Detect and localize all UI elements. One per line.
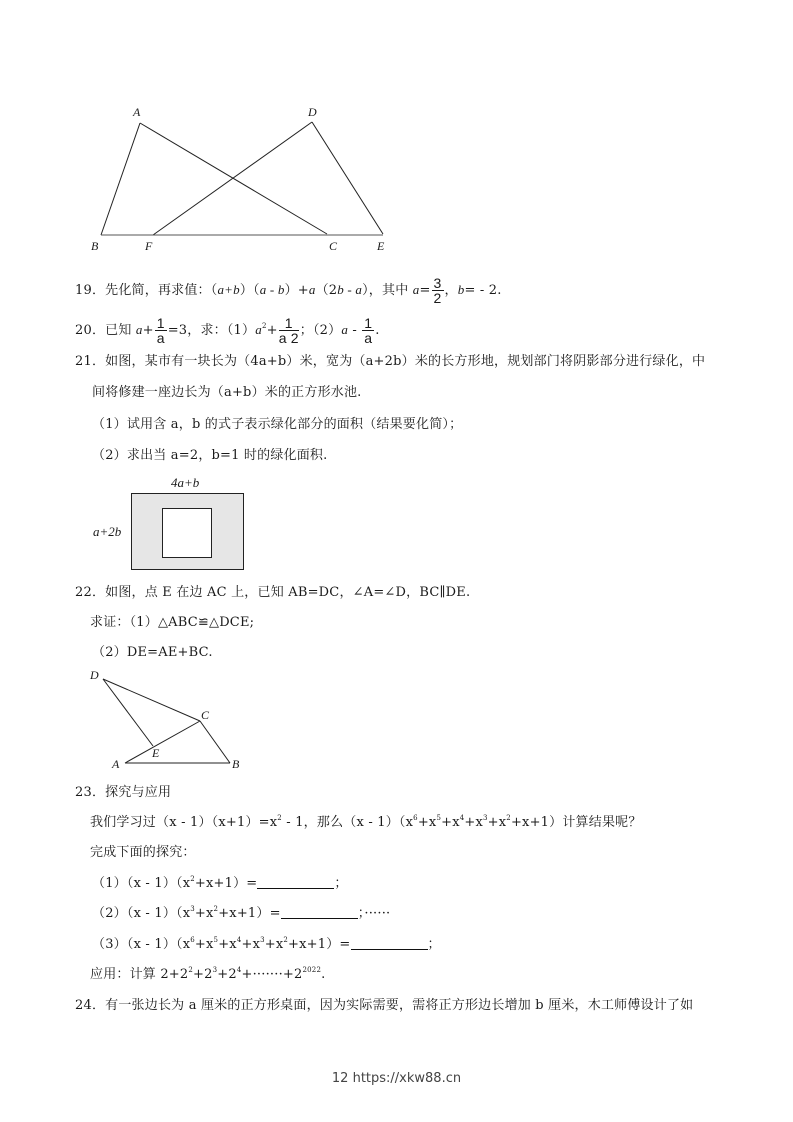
fraction-one-over-a-2: $\frac{1}{a}$: [364, 315, 373, 346]
question-23-item-1: $(1)(x - 1)(x^2+x+1)=$ ；: [92, 875, 348, 891]
question-19: 19．先化简，再求值：（a+b）（a - b）+a（2b - a），其中 a= $\frac{3}{2}$ ，b= - 2.: [75, 275, 502, 306]
point-label-e: E: [377, 239, 385, 253]
point-label-a: A: [112, 757, 120, 771]
point-label-d: D: [90, 668, 99, 682]
question-23-intro: 我们学习过$(x - 1)(x+1)=x^2 - 1$，那么$(x - 1)(x^6+x^5+x^4+x^3+x^2+x+1)$计算结果呢？: [90, 814, 642, 830]
question-23-title: 23．探究与应用: [75, 785, 172, 800]
fraction-three-halves: $\frac{3}{2}$: [433, 275, 442, 306]
question-23-item-3: $(3)(x - 1)(x^6+x^5+x^4+x^3+x^2+x+1)=$ ；: [92, 936, 441, 952]
question-22-line1: 22．如图，点 E 在边 AC 上，已知 AB=DC，∠A=∠D，BC∥DE.: [75, 585, 471, 600]
point-label-b: B: [232, 757, 240, 771]
question-21-line2: 间将修建一座边长为（a+b）米的正方形水池.: [92, 385, 362, 400]
question-21-line1: 21．如图，某市有一块长为（4a+b）米，宽为（a+2b）米的长方形地，规划部门将阴影部分进行绿化，中: [75, 354, 706, 369]
question-number: 23．: [75, 785, 106, 800]
question-number: 22．: [75, 585, 106, 600]
answer-blank-3[interactable]: [351, 937, 428, 950]
question-22-prove: 求证：（1）△ABC≌△DCE;: [90, 615, 255, 630]
fraction-one-over-a-squared: $\frac{1}{a 2}$: [278, 315, 299, 346]
question-21-part2: （2）求出当 a=2，b=1 时的绿化面积.: [92, 448, 328, 463]
footer-url[interactable]: https://xkw88.cn: [352, 1071, 462, 1086]
point-label-d: D: [308, 105, 317, 119]
question-number: 21．: [75, 354, 106, 369]
question-23-explore-label: 完成下面的探究：: [90, 845, 196, 860]
question-22-part2: （2）DE=AE+BC.: [92, 645, 213, 660]
question-24: 24．有一张边长为 a 厘米的正方形桌面，因为实际需要，需将正方形边长增加 b 厘米，木工师傅设计了如: [75, 998, 694, 1013]
page-number: 12: [331, 1071, 349, 1086]
question-23-item-2: $(2)(x - 1)(x^3+x^2+x+1)=$ ；······: [92, 905, 391, 921]
point-label-e: E: [152, 746, 160, 760]
page-footer: [0, 1071, 793, 1086]
point-label-f: F: [145, 239, 153, 253]
point-label-a: A: [133, 105, 141, 119]
point-label-b: B: [91, 239, 99, 253]
question-number: 24．: [75, 998, 106, 1013]
question-number: 19．: [75, 283, 106, 298]
side-width-label: a+2b: [93, 524, 122, 539]
answer-blank-2[interactable]: [281, 906, 358, 919]
point-label-c: C: [329, 239, 338, 253]
top-length-label: 4a+b: [171, 475, 200, 490]
answer-blank-1[interactable]: [257, 876, 334, 889]
question-number: 20．: [75, 323, 106, 338]
fraction-one-over-a: $\frac{1}{a}$: [156, 315, 165, 346]
question-23-application: 应用：计算 $2+2^2+2^3+2^4+\cdot\cdot\cdot\cdot\cdot\cdot\cdot+2^{2022}$.: [90, 966, 326, 982]
question-21-part1: （1）试用含 a，b 的式子表示绿化部分的面积（结果要化简）；: [92, 417, 463, 432]
point-label-c: C: [201, 708, 210, 722]
question-20: 20．已知 a+ $\frac{1}{a}$ =3，求：$(1)a^2+$ $\frac{1}{a 2}$ ；（2）a - $\frac{1}{a}$ .: [75, 315, 380, 346]
